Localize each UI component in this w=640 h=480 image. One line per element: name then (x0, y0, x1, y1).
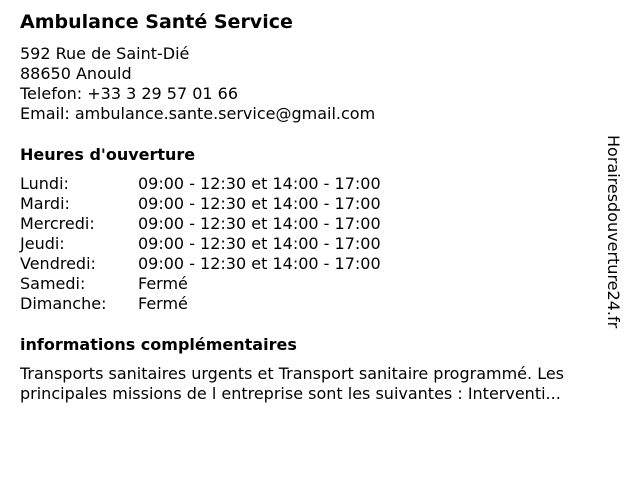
day-label: Lundi: (20, 174, 69, 193)
day-label: Samedi: (20, 274, 86, 293)
day-hours: Fermé (138, 294, 188, 313)
info-line: Transports sanitaires urgents et Transport sanitaire programmé. Les (20, 364, 564, 383)
opening-hours-heading: Heures d'ouverture (20, 145, 196, 164)
day-hours: 09:00 - 12:30 et 14:00 - 17:00 (138, 214, 381, 233)
phone-number: Telefon: +33 3 29 57 01 66 (20, 84, 239, 103)
contact-block (20, 44, 375, 124)
day-label: Mardi: (20, 194, 70, 213)
day-label: Vendredi: (20, 254, 96, 273)
day-hours: Fermé (138, 274, 188, 293)
additional-info-text (20, 364, 618, 404)
day-hours: 09:00 - 12:30 et 14:00 - 17:00 (138, 254, 381, 273)
info-line: principales missions de l entreprise sont les suivantes : Interventi... (20, 384, 561, 403)
day-label: Dimanche: (20, 294, 107, 313)
day-hours: 09:00 - 12:30 et 14:00 - 17:00 (138, 194, 381, 213)
day-hours: 09:00 - 12:30 et 14:00 - 17:00 (138, 234, 381, 253)
city-postcode: 88650 Anould (20, 64, 132, 83)
business-name: Ambulance Santé Service (20, 11, 293, 33)
site-watermark: Horairesdouverture24.fr (604, 135, 623, 329)
day-label: Mercredi: (20, 214, 95, 233)
additional-info-heading: informations complémentaires (20, 335, 297, 354)
day-label: Jeudi: (20, 234, 65, 253)
street-address: 592 Rue de Saint-Dié (20, 44, 190, 63)
day-hours: 09:00 - 12:30 et 14:00 - 17:00 (138, 174, 381, 193)
email-address: Email: ambulance.sante.service@gmail.com (20, 104, 376, 123)
